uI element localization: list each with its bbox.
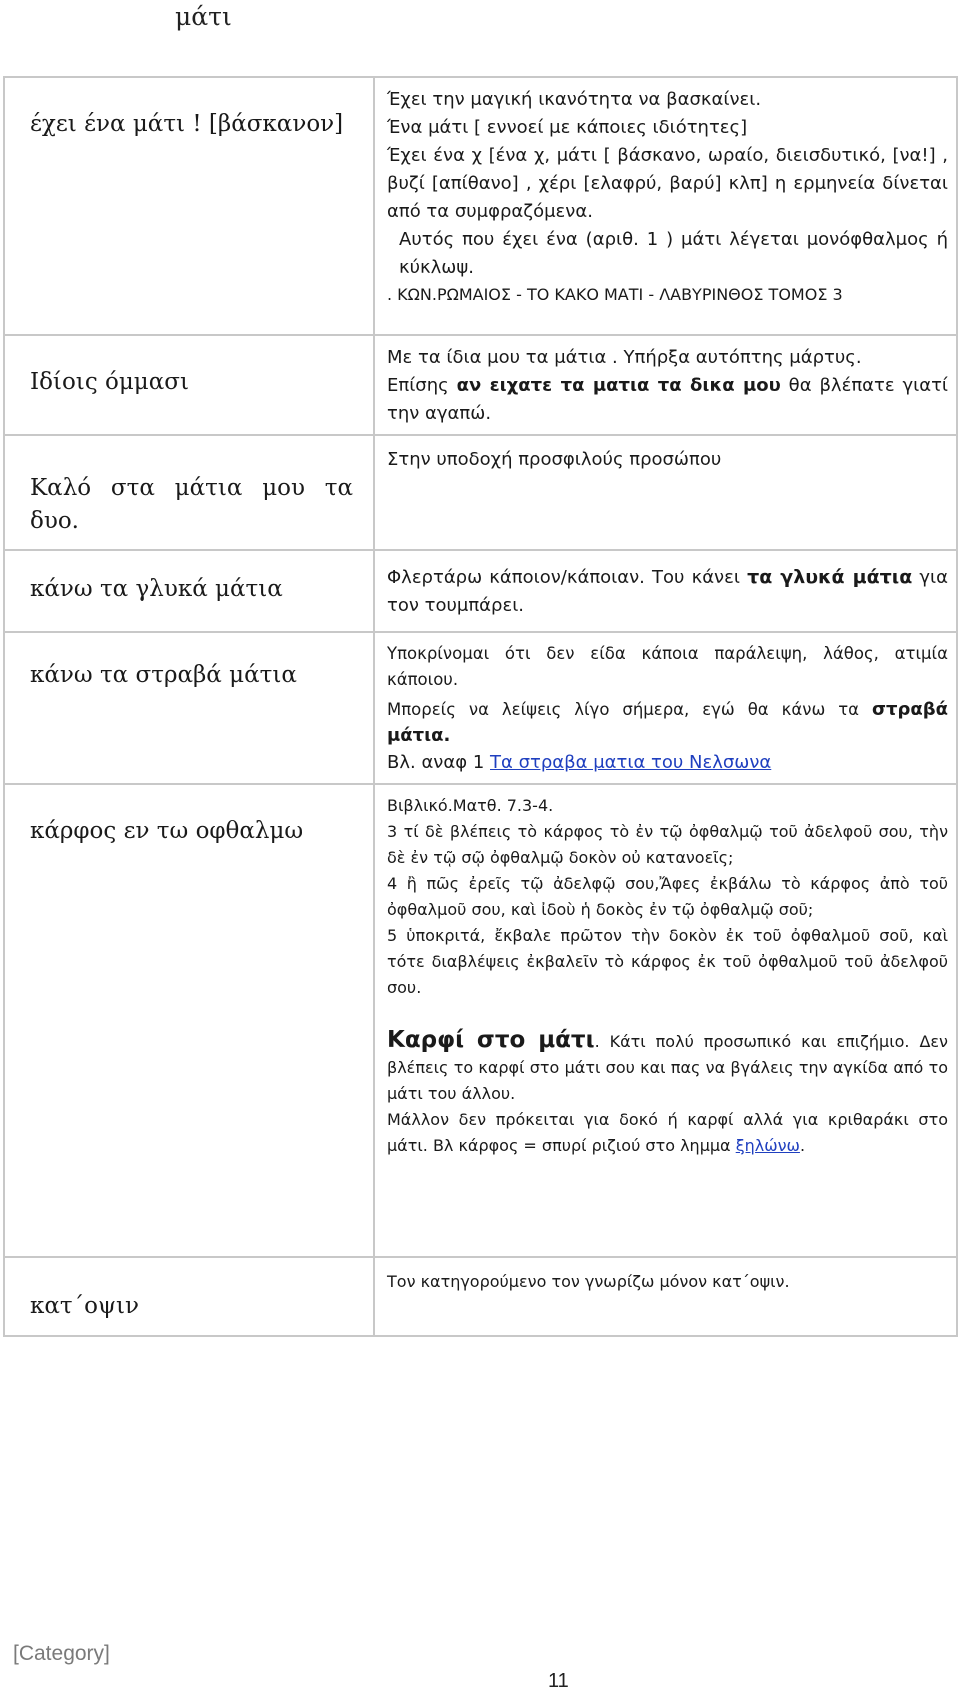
term-cell: κάνω τα στραβά μάτια [4, 632, 374, 784]
table-row [4, 1257, 957, 1336]
footer-category: [Category] [13, 1642, 110, 1665]
term-cell: Καλό στα μάτια μου τα δυο. [4, 435, 374, 550]
definition-line: Έχει την μαγική ικανότητα να βασκαίνει. [387, 89, 762, 110]
definition-cell [374, 335, 957, 435]
definition-line [387, 372, 948, 428]
page-title: μάτι [175, 2, 232, 31]
definition-cell [374, 784, 957, 1257]
definition-line: Βιβλικό.Ματθ. 7.3-4. [387, 796, 554, 815]
text-run: Μάλλον δεν πρόκειται για δοκό ή καρφί αλλά για κριθαράκι στο μάτι. Βλ κάρφος = σπυρί ριζιού στο λημμα [387, 1110, 948, 1155]
definition-line: Αυτός που έχει ένα (αριθ. 1 ) μάτι λέγεται μονόφθαλμος ή κύκλωψ. [399, 229, 948, 278]
bold-phrase: τα γλυκά μάτια [747, 566, 913, 588]
definition-line: Έχει ένα χ [ένα χ, μάτι [ βάσκανο, ωραίο, διεισδυτικό, [να!] , βυζί [απίθανο] , χέρι [ελαφρύ, βαρύ] κλπ] η ερμηνεία δίνεται από τα συμφραζόμενα. [387, 145, 948, 222]
kicker-phrase: Καρφί στο μάτι [387, 1027, 595, 1053]
definition-line: Ένα μάτι [ εννοεί με κάποιες ιδιότητες] [387, 117, 748, 138]
text-run: Επίσης [387, 375, 457, 396]
table-row [4, 77, 957, 335]
definition-cell [374, 550, 957, 632]
bold-phrase: αν ειχατε τα ματια τα δικα μου [456, 375, 781, 396]
term-cell: έχει ένα μάτι ! [βάσκανον] [4, 77, 374, 335]
definition-line: 5 ὑποκριτά, ἔκβαλε πρῶτον τὴν δοκὸν ἐκ τοῦ ὀφθαλμοῦ σοῦ, καὶ τότε διαβλέψεις ἐκβαλεῖν τὸ κάρφος ἐκ τοῦ ὀφθαλμοῦ τοῦ ἀδελφοῦ σου. [387, 926, 948, 997]
definition-line [387, 697, 948, 749]
definition-line [387, 1027, 948, 1107]
text-run: Βλ. αναφ 1 [387, 752, 490, 773]
table-row [4, 435, 957, 550]
definition-line: 3 τί δὲ βλέπεις τὸ κάρφος τὸ ἐν τῷ ὀφθαλμῷ τοῦ ἀδελφοῦ σου, τὴν δὲ ἐν τῷ σῷ ὀφθαλμῷ δοκὸν οὐ κατανοεῖς; [387, 822, 948, 867]
definition-cell [374, 77, 957, 335]
text-run: Φλερτάρω κάποιον/κάποιαν. Του κάνει [387, 567, 748, 588]
definition-cell [374, 632, 957, 784]
definition-line [387, 749, 948, 777]
term-cell: κάνω τα γλυκά μάτια [4, 550, 374, 632]
reference-link[interactable]: ξηλώνω [735, 1136, 800, 1155]
text-run: . [799, 1136, 806, 1155]
page-number: 11 [548, 1670, 569, 1692]
text-run: για τον τουμπάρει. [387, 567, 948, 616]
term-cell: κάρφος εν τω οφθαλμω [4, 784, 374, 1257]
definition-line: 4 ἢ πῶς ἐρεῖς τῷ ἀδελφῷ σου,Ἄφες ἐκβάλω τὸ κάρφος ἀπὸ τοῦ ὀφθαλμοῦ σου, καὶ ἰδοὺ ἡ δοκὸς ἐν τῷ ὀφθαλμῷ σοῦ; [387, 874, 948, 919]
text-run: . Κάτι πολύ προσωπικό και επιζήμιο. Δεν βλέπεις το καρφί στο μάτι σου και πας να βγάλεις την αγκίδα από το μάτι του άλλου. [387, 1032, 948, 1103]
term-cell: Ιδίοις όμμασι [4, 335, 374, 435]
reference-link[interactable]: Τα στραβα ματια του Νελσωνα [490, 752, 772, 773]
definition-line: Υποκρίνομαι ότι δεν είδα κάποια παράλειψη, λάθος, ατιμία κάποιου. [387, 644, 948, 689]
table-row [4, 335, 957, 435]
definition-cell: Στην υποδοχή προσφιλούς προσώπου [374, 435, 957, 550]
definition-line [387, 1107, 948, 1159]
glossary-table [3, 76, 958, 1337]
definition-line: Με τα ίδια μου τα μάτια . Υπήρξα αυτόπτης μάρτυς. [387, 347, 862, 368]
bold-phrase: στραβά μάτια. [387, 699, 948, 746]
table-row [4, 550, 957, 632]
table-row [4, 784, 957, 1257]
definition-cell: Τον κατηγορούμενο τον γνωρίζω μόνον κατ΄οψιν. [374, 1257, 957, 1336]
text-run: Μπορείς να λείψεις λίγο σήμερα, εγώ θα κάνω τα [387, 700, 872, 719]
text-run: θα βλέπατε γιατί την αγαπώ. [387, 375, 949, 424]
term-cell: κατ΄οψιν [4, 1257, 374, 1336]
table-row [4, 632, 957, 784]
source-citation: . ΚΩΝ.ΡΩΜΑΙΟΣ - ΤΟ ΚΑΚΟ ΜΑΤΙ - ΛΑΒΥΡΙΝΘΟΣ ΤΟΜΟΣ 3 [387, 285, 843, 304]
